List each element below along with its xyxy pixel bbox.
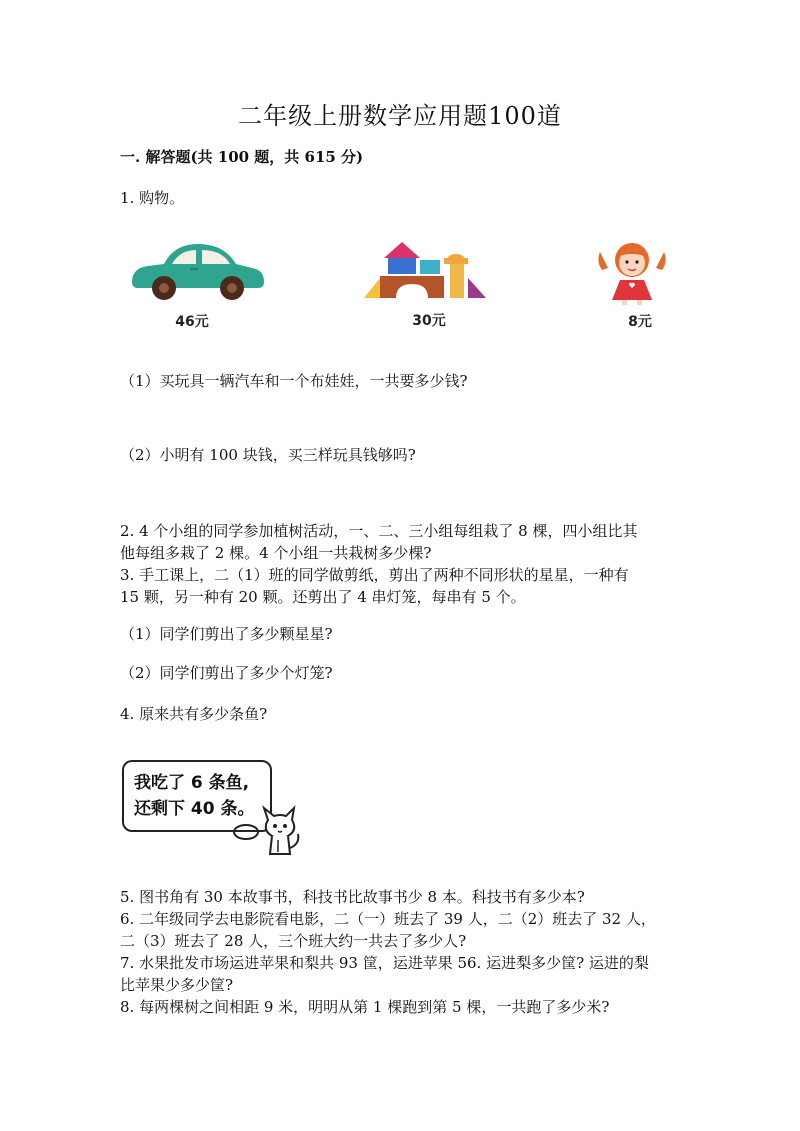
question-8: 8. 每两棵树之间相距 9 米，明明从第 1 棵跑到第 5 棵，一共跑了多少米? (120, 998, 610, 1016)
question-3-part-1: （1）同学们剪出了多少颗星星? (120, 625, 333, 643)
question-4-stem: 4. 原来共有多少条鱼? (120, 705, 268, 723)
blocks-price: 30元 (412, 313, 446, 329)
section-heading: 一. 解答题(共 100 题，共 615 分) (120, 148, 364, 166)
building-blocks-image (362, 240, 488, 302)
car-price: 46元 (175, 314, 209, 330)
question-3-part-2: （2）同学们剪出了多少个灯笼? (120, 664, 333, 682)
question-1-part-1: （1）买玩具一辆汽车和一个布娃娃，一共要多少钱? (120, 372, 468, 390)
doll-image (592, 240, 672, 306)
question-3-line-1: 3. 手工课上，二（1）班的同学做剪纸，剪出了两种不同形状的星星，一种有 (120, 566, 629, 584)
question-6-line-1: 6. 二年级同学去电影院看电影，二（一）班去了 39 人，二（2）班去了 32 人， (120, 910, 656, 928)
question-7-line-2: 比苹果少多少筐? (120, 976, 234, 994)
toy-car-image (128, 238, 268, 302)
doll-price: 8元 (628, 314, 652, 330)
question-3-line-2: 15 颗，另一种有 20 颗。还剪出了 4 串灯笼，每串有 5 个。 (120, 588, 526, 606)
question-6-line-2: 二（3）班去了 28 人，三个班大约一共去了多少人? (120, 932, 467, 950)
speech-bubble-line-1: 我吃了 6 条鱼, (134, 773, 250, 793)
question-2-line-2: 他每组多栽了 2 棵。4 个小组一共栽树多少棵? (120, 544, 432, 562)
question-7-line-1: 7. 水果批发市场运进苹果和梨共 93 筐，运进苹果 56. 运进梨多少筐? 运进的梨 (120, 954, 649, 972)
cat-image (228, 790, 308, 860)
question-1-part-2: （2）小明有 100 块钱，买三样玩具钱够吗? (120, 446, 416, 464)
question-2-line-1: 2. 4 个小组的同学参加植树活动，一、二、三小组每组栽了 8 棵，四小组比其 (120, 522, 638, 540)
question-1-stem: 1. 购物。 (120, 189, 185, 207)
question-5: 5. 图书角有 30 本故事书，科技书比故事书少 8 本。科技书有多少本? (120, 888, 585, 906)
page-title: 二年级上册数学应用题100道 (238, 102, 562, 130)
speech-bubble-line-2: 还剩下 40 条。 (134, 799, 255, 819)
